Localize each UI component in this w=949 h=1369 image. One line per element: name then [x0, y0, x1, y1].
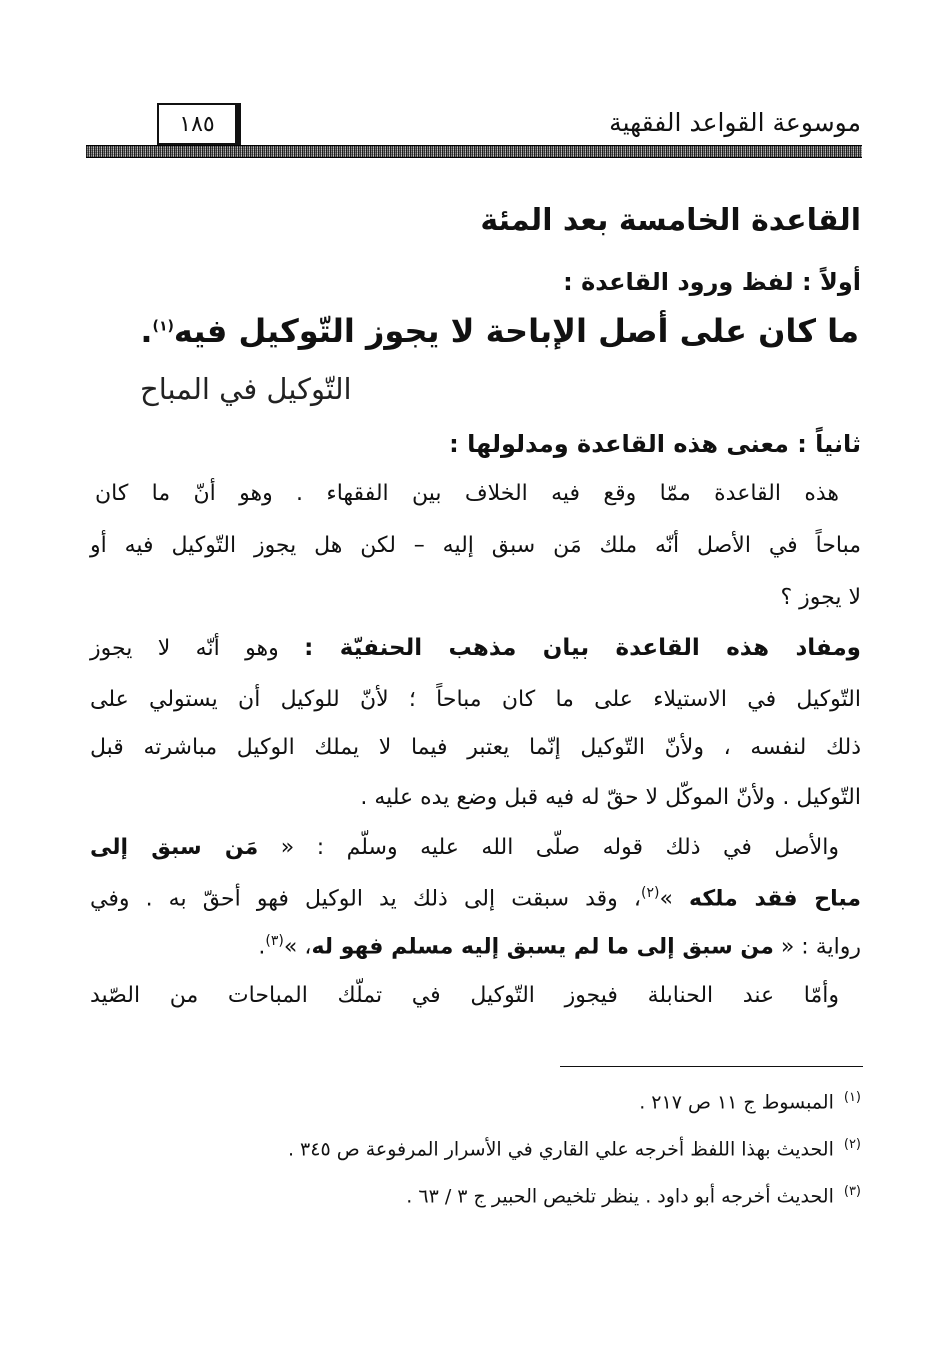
footnote-3-mark: (٣) — [843, 1184, 861, 1199]
para3-end: . — [258, 934, 266, 960]
para2-line1-rest: وهو أنّه لا يجوز — [90, 636, 305, 661]
para2-line4: التّوكيل . ولأنّ الموكّل لا حقّ له فيه قبل وضع يده عليه . — [360, 785, 861, 810]
footnote-1-text: المبسوط ج ١١ ص ٢١٧ . — [639, 1091, 834, 1114]
para2-line1 — [90, 635, 861, 661]
footnote-2-mark: (٢) — [843, 1137, 861, 1152]
footnote-2-text: الحديث بهذا اللفظ أخرجه علي القاري في الأسرار المرفوعة ص ٣٤٥ . — [287, 1138, 834, 1161]
header-rule — [86, 145, 862, 158]
footnote-ref-3: (٣) — [265, 933, 284, 949]
footnote-ref-1: (١) — [152, 318, 174, 335]
para3-line3-plain: رواية : « — [773, 934, 861, 960]
hadith-quote-1-end: مباح فقد ملكه — [689, 886, 861, 912]
section-heading-wording: أولاً : لفظ ورود القاعدة : — [563, 268, 861, 296]
footnote-separator — [560, 1066, 863, 1067]
para2-line3: ذلك لنفسه ، ولأنّ التّوكيل إنّما يعتبر فيما لا يملك الوكيل مباشرته قبل — [90, 735, 861, 760]
rule-statement: ما كان على أصل الإباحة لا يجوز التّوكيل فيه$^{(١)}$. — [140, 312, 859, 350]
page-number: ١٨٥ — [179, 111, 215, 137]
hadith-quote-2: من سبق إلى ما لم يسبق إليه مسلم فهو له — [311, 934, 774, 960]
para4-line1: وأمّا عند الحنابلة فيجوز التّوكيل في تملّك المباحات من الصّيد — [90, 983, 839, 1008]
para3-line2 — [90, 885, 861, 911]
para3-line2-rest: ، وقد سبقت إلى ذلك يد الوكيل فهو أحقّ به . وفي — [90, 886, 642, 912]
footnote-1-mark: (١) — [843, 1090, 861, 1105]
quote-close-2: ، » — [283, 934, 312, 960]
para2-line2: التّوكيل في الاستيلاء على ما كان مباحاً ؛ لأنّ للوكيل أن يستولي على — [90, 687, 861, 712]
rule-title: القاعدة الخامسة بعد المئة — [480, 203, 861, 238]
section-heading-meaning: ثانياً : معنى هذه القاعدة ومدلولها : — [449, 430, 861, 458]
para1-line2: مباحاً في الأصل أنّه ملك مَن سبق إليه – لكن هل يجوز التّوكيل فيه أو — [90, 533, 861, 558]
hadith-quote-1-start: مَن سبق إلى — [90, 835, 259, 860]
page-number-box — [157, 103, 241, 145]
para1-line3: لا يجوز ؟ — [780, 585, 861, 610]
para1-line1: هذه القاعدة ممّا وقع فيه الخلاف بين الفقهاء . وهو أنّ ما كان — [95, 481, 839, 506]
footnote-3 — [406, 1184, 861, 1207]
para2-lead: ومفاد هذه القاعدة بيان مذهب الحنفيّة : — [304, 635, 861, 661]
para3-line1 — [90, 835, 839, 860]
footnote-3-text: الحديث أخرجه أبو داود . ينظر تلخيص الحبير ج ٣ / ٦٣ . — [406, 1185, 834, 1208]
quote-close: » — [659, 886, 690, 912]
rule-statement-text: ما كان على أصل الإباحة لا يجوز التّوكيل فيه — [173, 312, 859, 350]
para3-line1-plain: والأصل في ذلك قوله صلّى الله عليه وسلّم : « — [258, 835, 839, 860]
para3-line3 — [258, 933, 861, 959]
handwritten-annotation: التّوكيل في المباح — [140, 372, 352, 406]
footnote-2 — [288, 1137, 861, 1160]
footnote-ref-2: (٢) — [641, 885, 660, 901]
running-head-title: موسوعة القواعد الفقهية — [609, 108, 861, 137]
footnote-1 — [639, 1090, 861, 1113]
